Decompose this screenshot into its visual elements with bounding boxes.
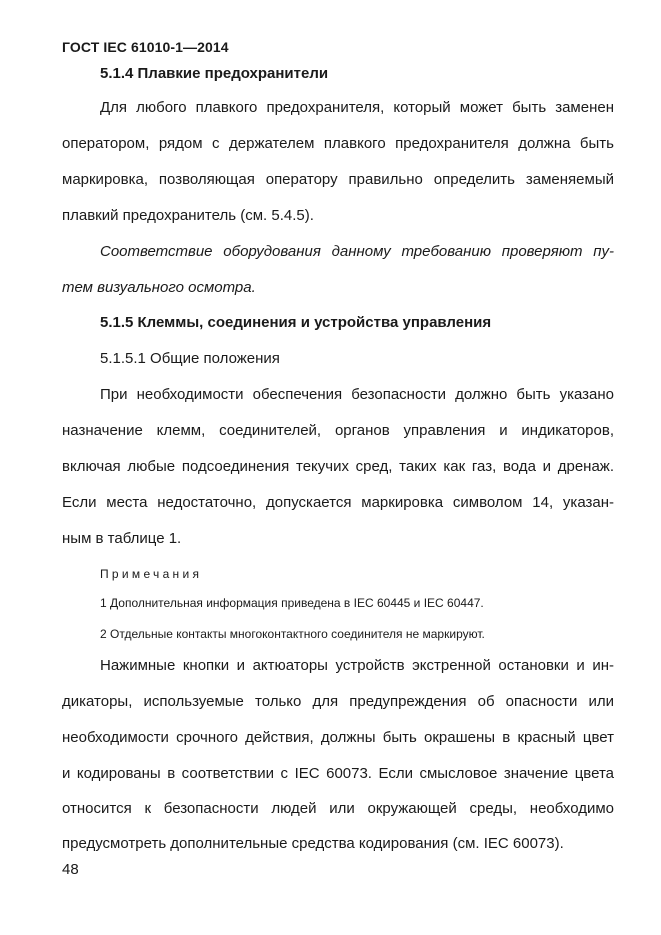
paragraph-line: и кодированы в соответствии с IEC 60073. Если смысловое значение цвета xyxy=(62,765,614,782)
paragraph-line: необходимости срочного действия, должны быть окрашены в красный цвет xyxy=(62,729,614,746)
subsection-heading-5-1-5-1: 5.1.5.1 Общие положения xyxy=(100,350,280,367)
section-heading-5-1-5: 5.1.5 Клеммы, соединения и устройства управления xyxy=(100,314,492,331)
section-heading-5-1-4: 5.1.4 Плавкие предохранители xyxy=(100,65,329,82)
page-number: 48 xyxy=(62,861,79,878)
notes-title: Примечания xyxy=(100,567,203,581)
paragraph-line: Если места недостаточно, допускается маркировка символом 14, указан- xyxy=(62,494,614,511)
paragraph-line: назначение клемм, соединителей, органов управления и индикаторов, xyxy=(62,422,614,439)
document-header: ГОСТ IEC 61010-1—2014 xyxy=(62,39,229,55)
paragraph-line: включая любые подсоединения текучих сред, таких как газ, вода и дренаж. xyxy=(62,458,614,475)
paragraph-line: Нажимные кнопки и актюаторы устройств экстренной остановки и ин- xyxy=(100,657,614,674)
paragraph-line: ным в таблице 1. xyxy=(62,530,182,547)
paragraph-line: дикаторы, используемые только для предупреждения об опасности или xyxy=(62,693,614,710)
paragraph-line: При необходимости обеспечения безопасности должно быть указано xyxy=(100,386,614,403)
paragraph-line: плавкий предохранитель (см. 5.4.5). xyxy=(62,207,314,224)
compliance-check-line: Соответствие оборудования данному требованию проверяют пу- xyxy=(100,243,614,260)
paragraph-line: предусмотреть дополнительные средства кодирования (см. IEC 60073). xyxy=(62,835,564,852)
paragraph-line: Для любого плавкого предохранителя, который может быть заменен xyxy=(100,99,614,116)
paragraph-line: оператором, рядом с держателем плавкого предохранителя должна быть xyxy=(62,135,614,152)
note-item: 1 Дополнительная информация приведена в IEC 60445 и IEC 60447. xyxy=(100,596,484,610)
paragraph-line: маркировка, позволяющая оператору правильно определить заменяемый xyxy=(62,171,614,188)
note-item: 2 Отдельные контакты многоконтактного соединителя не маркируют. xyxy=(100,627,485,641)
paragraph-line: относится к безопасности людей или окружающей среды, необходимо xyxy=(62,800,614,817)
compliance-check-line: тем визуального осмотра. xyxy=(62,279,256,296)
